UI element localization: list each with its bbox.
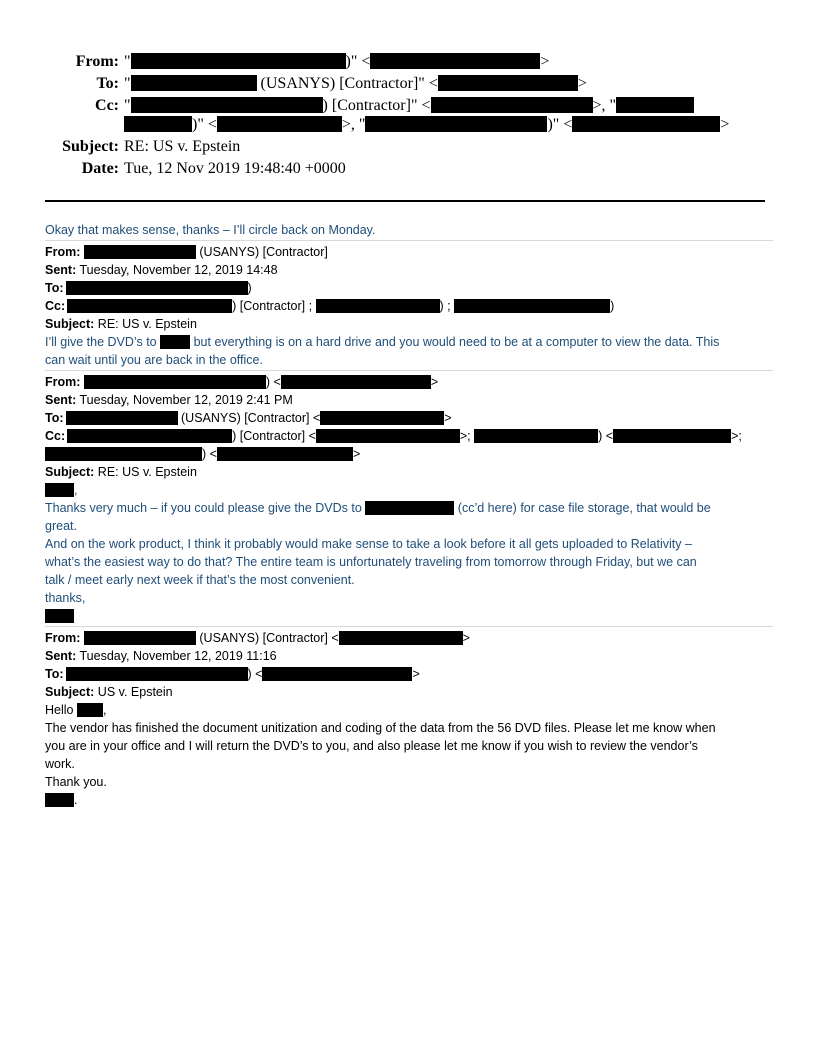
sent-value: Tuesday, November 12, 2019 14:48 xyxy=(79,263,278,277)
cc-label: Cc: xyxy=(45,299,66,313)
redaction-block xyxy=(370,53,540,69)
redaction-block xyxy=(572,116,720,132)
message-divider xyxy=(45,240,773,241)
sent-value: Tuesday, November 12, 2019 11:16 xyxy=(79,649,277,663)
redaction-block xyxy=(454,299,610,313)
email-printout-page: From: " )" < > To: " (USANYS) [Contractor]" < > Cc: " ) [Contractor]" < >, " )" < >, " )" < > Subject: RE: US v. Epstein Date: Tue, 12 Nov 2019 19:48:40 +0000 Okay that makes sense, thanks – I’ll circle back on Monday. From: (USANYS) [Contractor] Sent: Tuesday, November 12, 2019 14:48 To: ) Cc: ) [Contractor] ; ) ; ) Subject: RE: US v. Epstein I’ll give the DVD’s to but everything is on a hard drive and you would need to be at a computer to view the data. This can wait until you are back in the office. From: ) < > Sent: Tuesday, November 12, 2019 2:41 PM To: (USANYS) [Contractor] < > Cc: ) [Contractor] < >; ) < >; ) < > Subject: RE: US v. Epstein , Thanks very much – if you could please give the DVDs to (cc’d here) for case file storage, that would be great. And on the work product, I think it probably would make sense to take a look before it all gets uploaded to Relativity – what’s the easiest way to do that? The entire team is unfortunately traveling from tomorrow through Friday, but we can talk / meet early next week if that’s the most convenient. thanks, From: (USANYS) [Contractor] < > Sent: Tuesday, November 12, 2019 11:16 To: ) < > Subject: US v. Epstein Hello , The vendor has finished the document unitization and coding of the data from the 56 DVD files. Please let me know when you are in your office and I will return the DVD’s to you, and also please let me know if you wish to review the vendor’s work. Thank you. . xyxy=(0,0,816,1056)
redaction-block xyxy=(431,97,593,113)
redaction-block xyxy=(84,375,266,389)
redaction-block xyxy=(365,116,547,132)
subject-label: Subject: xyxy=(45,685,95,699)
subject-value: US v. Epstein xyxy=(97,685,173,699)
redaction-block xyxy=(45,483,74,497)
redaction-block xyxy=(45,793,74,807)
from-label: From: xyxy=(45,245,81,259)
to-label: To: xyxy=(45,411,64,425)
redaction-block xyxy=(66,281,248,295)
redaction-block xyxy=(281,375,431,389)
message-divider xyxy=(45,626,773,627)
to-label: To: xyxy=(45,667,64,681)
redaction-block xyxy=(320,411,444,425)
redaction-block xyxy=(67,429,232,443)
from-label: From: xyxy=(45,375,81,389)
sent-label: Sent: xyxy=(45,649,77,663)
redaction-block xyxy=(45,609,74,623)
redaction-block xyxy=(438,75,578,91)
message-4: From: (USANYS) [Contractor] < > Sent: Tuesday, November 12, 2019 11:16 To: ) < > Subject: US v. Epstein Hello , The vendor has finished the document unitization and coding of the data from the 56 DVD files. Please let me know when you are in your office and I will return the DVD’s to you, and also please let me know if you wish to review the vendor’s work. Thank you. . xyxy=(45,631,716,807)
to-label: To: xyxy=(45,281,64,295)
redaction-block xyxy=(474,429,598,443)
redaction-block xyxy=(616,97,694,113)
from-label: From: xyxy=(45,631,81,645)
redaction-block xyxy=(365,501,454,515)
redaction-block xyxy=(339,631,463,645)
subject-value: RE: US v. Epstein xyxy=(97,465,197,479)
redaction-block xyxy=(613,429,731,443)
redaction-block xyxy=(124,116,192,132)
subject-value: RE: US v. Epstein xyxy=(97,317,197,331)
sent-label: Sent: xyxy=(45,393,77,407)
message-divider xyxy=(45,370,773,371)
subject-label: Subject: xyxy=(45,317,95,331)
redaction-block xyxy=(316,299,440,313)
redaction-block xyxy=(84,631,196,645)
redaction-block xyxy=(316,429,460,443)
redaction-block xyxy=(131,97,323,113)
sent-value: Tuesday, November 12, 2019 2:41 PM xyxy=(79,393,293,407)
redaction-block xyxy=(77,703,103,717)
cc-label: Cc: xyxy=(45,429,66,443)
redaction-block xyxy=(217,447,353,461)
message-3: From: ) < > Sent: Tuesday, November 12, 2019 2:41 PM To: (USANYS) [Contractor] < > Cc: ) [Contractor] < >; ) < >; ) < > Subject: RE: US v. Epstein , Thanks very much – if you could please give the DVDs to (cc’d here) for case file storage, that would be great. And on the work product, I think it probably would make sense to take a look before it all gets uploaded to Relativity – what’s the easiest way to do that? The entire team is unfortunately traveling from tomorrow through Friday, but we can talk / meet early next week if that’s the most convenient. thanks, xyxy=(45,373,773,625)
message-2: From: (USANYS) [Contractor] Sent: Tuesday, November 12, 2019 14:48 To: ) Cc: ) [Contractor] ; ) ; ) Subject: RE: US v. Epstein I’ll give the DVD’s to but everything is on a hard drive and you would need to be at a computer to view the data. This can wait until you are back in the office. xyxy=(45,245,720,367)
message-1-body: Okay that makes sense, thanks – I’ll circle back on Monday. xyxy=(45,223,376,237)
redaction-block xyxy=(45,447,202,461)
redaction-block xyxy=(67,299,232,313)
header-date-value: Tue, 12 Nov 2019 19:48:40 +0000 xyxy=(124,160,346,177)
header-subject-value: RE: US v. Epstein xyxy=(124,138,241,155)
header-date-label: Date: xyxy=(81,160,119,177)
redaction-block xyxy=(84,245,196,259)
redaction-block xyxy=(262,667,412,681)
sent-label: Sent: xyxy=(45,263,77,277)
redaction-block xyxy=(131,75,257,91)
redaction-block xyxy=(66,667,248,681)
redaction-block xyxy=(131,53,346,69)
header-subject-label: Subject: xyxy=(62,138,119,155)
header-from-label: From: xyxy=(75,53,119,70)
header-cc-label: Cc: xyxy=(95,97,119,114)
email-thread xyxy=(45,221,773,809)
redaction-block xyxy=(217,116,342,132)
redaction-block xyxy=(66,411,178,425)
header-to-label: To: xyxy=(96,75,119,92)
subject-label: Subject: xyxy=(45,465,95,479)
redaction-block xyxy=(160,335,190,349)
header-separator xyxy=(45,200,765,202)
